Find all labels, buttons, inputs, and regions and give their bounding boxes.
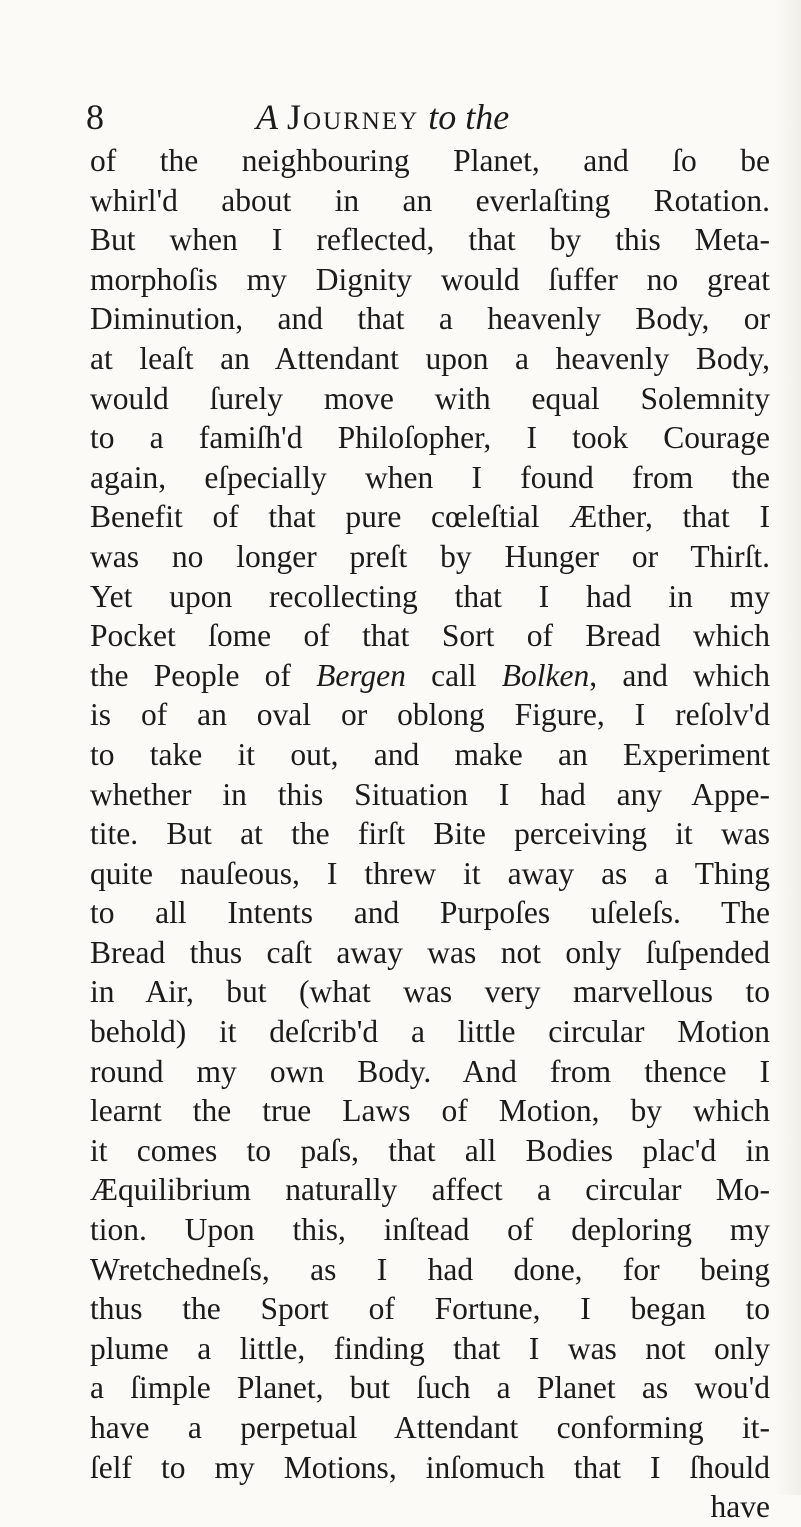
text-line: in Air, but (what was very marvellous to (90, 974, 770, 1010)
text-line: Æquilibrium naturally affect a circular Mo- (90, 1172, 770, 1208)
text-line: Diminution, and that a heavenly Body, or (90, 301, 770, 337)
text-run: call (405, 657, 502, 693)
text-line: was no longer preſt by Hunger or Thirſt. (90, 538, 770, 574)
running-title-article: A (256, 97, 278, 137)
text-line: to take it out, and make an Experiment (90, 736, 770, 772)
text-line: But when I reflected, that by this Meta- (90, 222, 770, 258)
text-line: Bread thus caſt away was not only ſuſpended (90, 934, 770, 970)
body-text (90, 141, 770, 1527)
text-line: again, eſpecially when I found from the (90, 459, 770, 495)
text-line: have a perpetual Attendant conforming it- (90, 1410, 770, 1445)
text-line: thus the Sport of Fortune, I began to (90, 1291, 770, 1327)
text-line: round my own Body. And from thence I (90, 1053, 770, 1089)
text-line: of the neighbouring Planet, and ſo be (90, 143, 770, 178)
text-run: the People of (90, 657, 317, 693)
page-number: 8 (86, 97, 104, 137)
text-line: to all Intents and Purpoſes uſeleſs. The (90, 895, 770, 931)
text-line: quite nauſeous, I threw it away as a Thing (90, 855, 770, 891)
running-head (86, 92, 726, 142)
running-title (256, 92, 509, 142)
text-line: Benefit of that pure cœleſtial Æther, that I (90, 499, 770, 535)
text-line: it comes to paſs, that all Bodies plac'd in (90, 1132, 770, 1168)
text-line: tite. But at the firſt Bite perceiving it was (90, 816, 770, 852)
text-line: is of an oval or oblong Figure, I reſolv'd (90, 697, 770, 733)
text-line-mixed (90, 656, 770, 696)
running-title-main: Journey (287, 97, 420, 137)
text-line: learnt the true Laws of Motion, by which (90, 1093, 770, 1129)
catchword: have (710, 1489, 770, 1525)
text-line: would ſurely move with equal Solemnity (90, 380, 770, 416)
text-line: Pocket ſome of that Sort of Bread which (90, 618, 770, 654)
text-line: Wretchedneſs, as I had done, for being (90, 1251, 770, 1287)
text-line: whirl'd about in an everlaſting Rotation. (90, 182, 770, 218)
page-edge-shadow (775, 0, 801, 1495)
italic-place-name: Bergen (316, 657, 406, 693)
text-line: morphoſis my Dignity would ſuffer no great (90, 261, 770, 297)
running-title-tail: to the (428, 97, 510, 137)
text-line: a ſimple Planet, but ſuch a Planet as wou'd (90, 1370, 770, 1406)
text-line: at leaſt an Attendant upon a heavenly Body, (90, 340, 770, 376)
text-line: whether in this Situation I had any Appe- (90, 776, 770, 812)
text-line: behold) it deſcrib'd a little circular Motion (90, 1014, 770, 1050)
text-line: tion. Upon this, inſtead of deploring my (90, 1212, 770, 1248)
text-line: to a famiſh'd Philoſopher, I took Courage (90, 420, 770, 456)
italic-bread-name: Bolken (501, 657, 590, 693)
text-line: Yet upon recollecting that I had in my (90, 578, 770, 614)
text-line: ſelf to my Motions, inſomuch that I ſhould (90, 1449, 770, 1485)
text-line: plume a little, finding that I was not only (90, 1330, 770, 1366)
text-run: , and which (589, 657, 771, 693)
